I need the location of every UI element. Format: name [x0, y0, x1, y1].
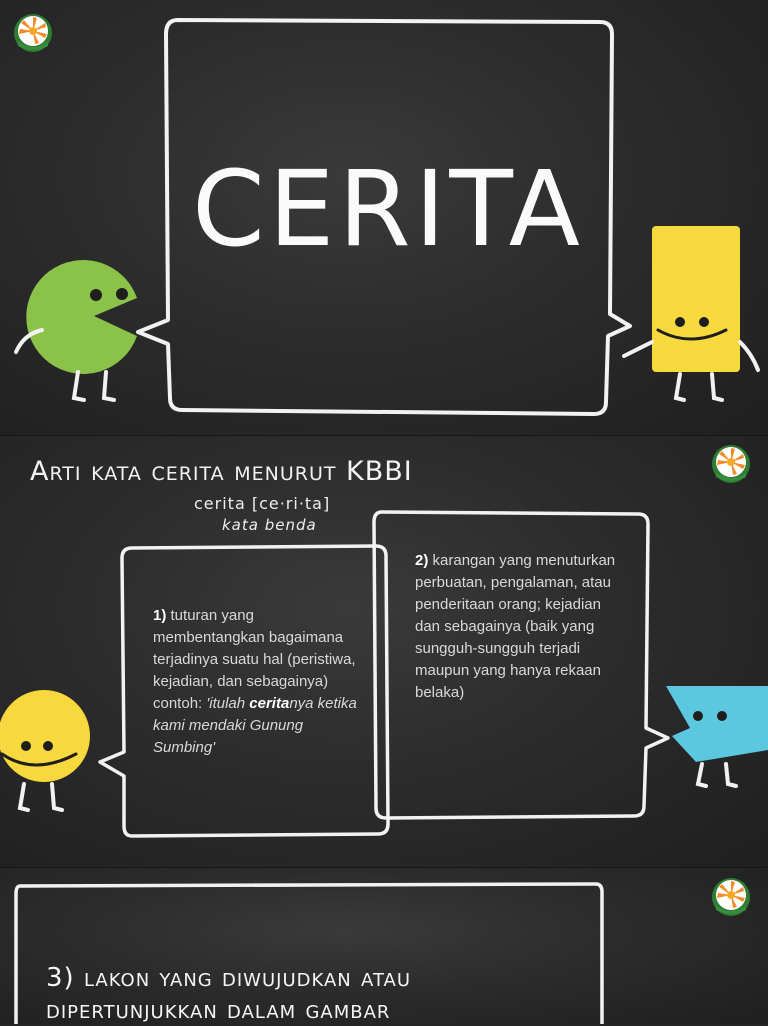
definition-1	[153, 605, 363, 759]
word-class: kata benda	[222, 516, 317, 534]
blue-pacman-character-icon	[662, 680, 768, 800]
definition-1-number: 1)	[153, 607, 167, 624]
definition-2-text: karangan yang menuturkan perbuatan, pengalaman, atau penderitaan orang; kejadian dan sebagainya (baik yang sungguh-sungguh terjadi maupun yang hanya rekaan belaka)	[415, 552, 616, 701]
slide-title	[0, 0, 768, 436]
yellow-block-character-icon	[618, 218, 768, 408]
school-logo-icon	[12, 12, 54, 54]
definition-2	[415, 550, 625, 704]
definition-3-number: 3)	[46, 963, 75, 993]
school-logo-icon	[710, 876, 752, 918]
pacman-green-icon	[12, 250, 152, 410]
school-logo-icon	[710, 443, 752, 485]
section-heading: Arti kata cerita menurut KBBI	[30, 456, 413, 487]
definition-3	[46, 962, 566, 1026]
example-text: 'itulah ceritanya ketika kami mendaki Gunung Sumbing'	[153, 695, 357, 756]
yellow-circle-character-icon	[0, 680, 110, 820]
word-entry: cerita [ce·ri·ta]	[194, 494, 331, 513]
page-title: CERITA	[192, 148, 584, 270]
definition-2-number: 2)	[415, 552, 429, 569]
definition-3-text: lakon yang diwujudkan atau dipertunjukkan dalam gambar	[46, 963, 412, 1025]
example-label: contoh:	[153, 695, 203, 712]
definition-1-text: tuturan yang membentangkan bagaimana terjadinya suatu hal (peristiwa, kejadian, dan sebagainya)	[153, 607, 356, 690]
